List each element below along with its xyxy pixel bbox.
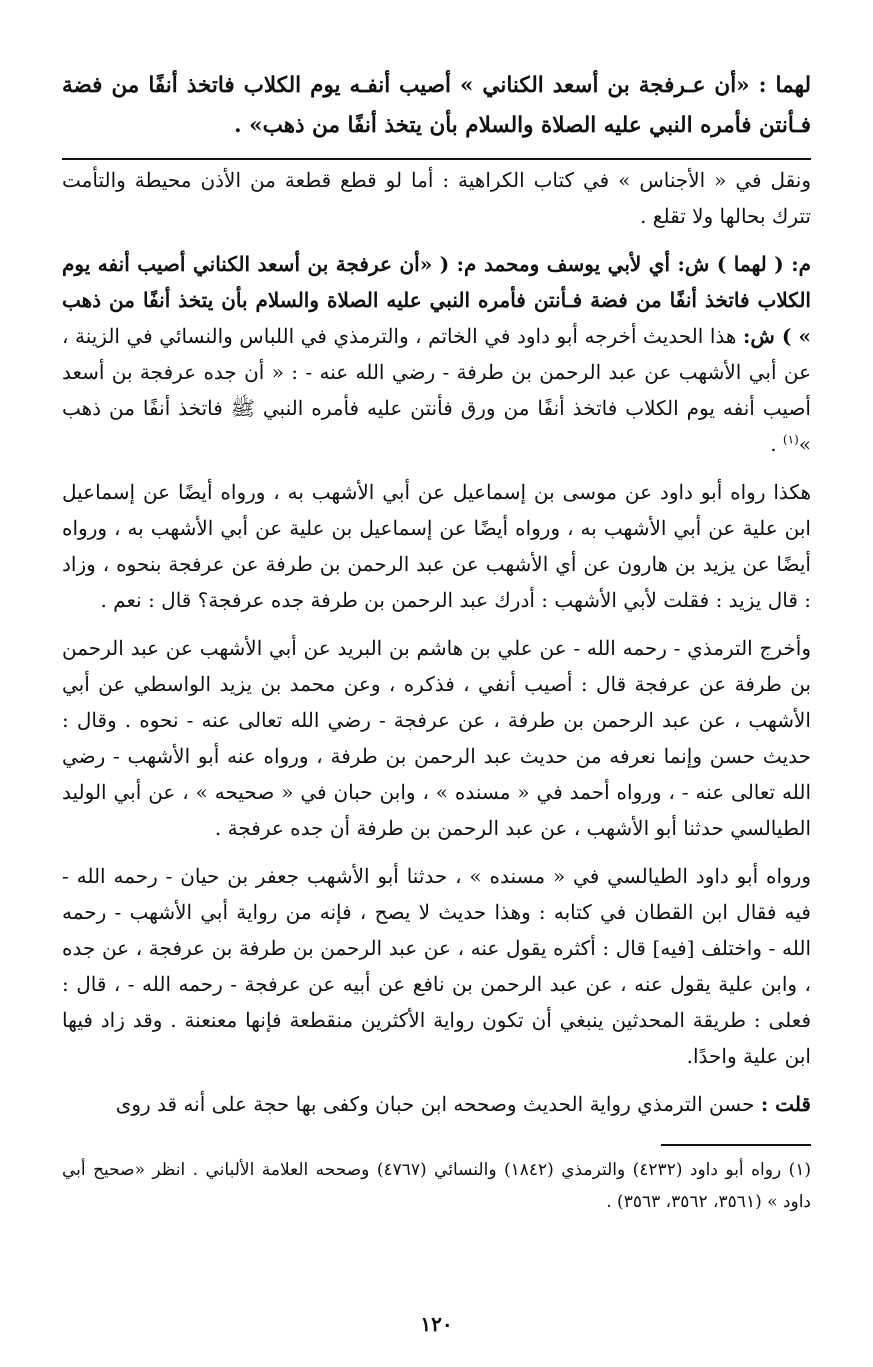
paragraph-3-text: هكذا رواه أبو داود عن موسى بن إسماعيل عن أبي الأشهب به ، ورواه أيضًا عن إسماعيل ابن علية عن أبي الأشهب به ، ورواه أيضًا عن إسماعيل بن علية عن أبي الأشهب به ، ورواه أيضًا عن يزيد بن هارون عن أي الأشهب عن عبد الرحمن بن طرفة عن عرفجة بنحوه ، وزاد : قال يزيد : فقلت لأبي الأشهب : أدرك عبد الرحمن بن طرفة جده عرفجة؟ قال : نعم .	[62, 480, 811, 612]
paragraph-1-text: ونقل في « الأجناس » في كتاب الكراهية : أما لو قطع قطعة من الأذن محيطة والتأمت تترك بحالها ولا تقلع .	[62, 168, 811, 228]
paragraph-2-text: هذا الحديث أخرجه أبو داود في الخاتم ، والترمذي في اللباس والنسائي في الزينة ، عن أبي الأشهب عن عبد الرحمن بن طرفة - رضي الله عنه - : « أن جده عرفجة بن أسعد أصيب أنفه يوم الكلاب فاتخذ أنفًا من ورق فأنتن عليه فأمره النبي ﷺ فاتخذ أنفًا من ذهب »	[62, 324, 811, 456]
separator-rule	[62, 158, 811, 160]
paragraph-6-bold-intro: قلت :	[760, 1092, 811, 1116]
paragraph-1	[62, 162, 811, 234]
paragraph-2-end: .	[770, 432, 783, 456]
paragraph-5	[62, 858, 811, 1074]
paragraph-4	[62, 630, 811, 846]
page-number: ١٢٠	[420, 1312, 453, 1336]
paragraph-2-bold-intro: م: ( لهما ) ش: أي لأبي يوسف ومحمد م: ( «أن عرفجة بن أسعد الكناني أصيب أنفه يوم الكلاب فاتخذ أنفًا من فضة فـأنتن فأمره النبي عليه الصلاة والسلام بأن يتخذ أنفًا من ذهب » ) ش:	[62, 252, 812, 348]
paragraph-6-text: حسن الترمذي رواية الحديث وصححه ابن حبان وكفى بها حجة على أنه قد روى	[115, 1092, 761, 1116]
footnote: (١) رواه أبو داود (٤٢٣٢) والترمذي (١٨٤٢) والنسائي (٤٧٦٧) وصححه العلامة الألباني . انظر «صحيح أبي داود » (٣٥٦١، ٣٥٦٢، ٣٥٦٣) .	[62, 1160, 812, 1212]
footnote-reference: (١)	[782, 432, 799, 447]
paragraph-4-text: وأخرج الترمذي - رحمه الله - عن علي بن هاشم بن البريد عن أبي الأشهب عن عبد الرحمن بن طرفة عن عرفجة قال : أصيب أنفي ، فذكره ، وعن محمد بن يزيد الواسطي عن أبي الأشهب ، عن عبد الرحمن بن طرفة ، عن عرفجة - رضي الله تعالى عنه - نحوه . وقال : حديث حسن وإنما نعرفه من حديث عبد الرحمن بن طرفة ، ورواه عنه أبو الأشهب - رضي الله تعالى عنه - ، ورواه أحمد في « مسنده » ، وابن حبان في « صحيحه » ، عن أبي الوليد الطيالسي حدثنا أبو الأشهب ، عن عبد الرحمن بن طرفة أن جده عرفجة .	[62, 636, 811, 840]
paragraph-5-text: ورواه أبو داود الطيالسي في « مسنده » ، حدثنا أبو الأشهب جعفر بن حيان - رحمه الله - فيه فقال ابن القطان في كتابه : وهذا حديث لا يصح ، فإنه من رواية أبي الأشهب - رحمه الله - واختلف [فيه] قال : أكثره يقول عنه ، عن عبد الرحمن بن طرفة بن عرفجة ، عن جده ، وابن علية يقول عنه ، عن عبد الرحمن بن نافع عن أبيه عن عرفجة - رحمه الله - ، قال : فعلى : طريقة المحدثين ينبغي أن تكون رواية الأكثرين منقطعة فإنها معنعنة . وقد زاد فيها ابن علية واحدًا.	[62, 864, 811, 1068]
matn-text: لهما : «أن عـرفجة بن أسعد الكناني » أصيب أنفـه يوم الكلاب فاتخذ أنفًا من فضة فـأنتن فأمره النبي عليه الصلاة والسلام بأن يتخذ أنفًا من ذهب» .	[62, 73, 811, 138]
paragraph-2	[62, 246, 811, 462]
paragraph-3	[62, 474, 811, 618]
footnote-rule	[661, 1144, 811, 1146]
paragraph-6	[62, 1086, 811, 1122]
book-page	[62, 66, 811, 1347]
